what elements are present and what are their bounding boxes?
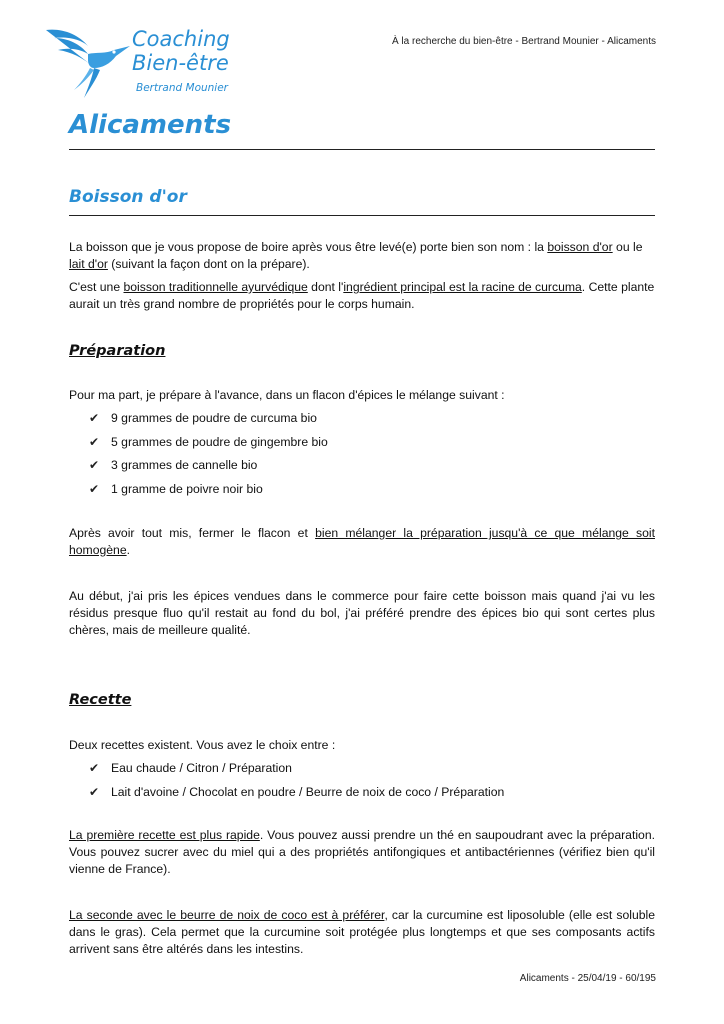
first-recipe-highlight: La première recette est plus rapide	[69, 828, 260, 842]
lait-dor-term: lait d'or	[69, 257, 108, 271]
mix-instruction: bien mélanger la préparation jusqu'à ce que mélange soit homogène	[69, 526, 655, 557]
list-item: ✔ 5 grammes de poudre de gingembre bio	[89, 434, 328, 449]
preparation-heading: Préparation	[69, 343, 166, 359]
logo-line-coaching: Coaching	[132, 27, 230, 51]
boisson-dor-term: boisson d'or	[547, 240, 613, 254]
curcuma-term: ingrédient principal est la racine de curcuma	[343, 280, 582, 294]
list-item: ✔ Eau chaude / Citron / Préparation	[89, 761, 292, 775]
recette-heading: Recette	[69, 692, 132, 708]
hummingbird-icon	[44, 24, 134, 102]
intro-paragraph-1: La boisson que je vous propose de boire après vous être levé(e) porte bien son nom : la boisson d'or ou le lait d'or (suivant la façon dont on la prépare).	[69, 240, 643, 271]
page-title: Alicaments	[69, 110, 232, 140]
check-icon: ✔	[89, 411, 100, 425]
recette-first: La première recette est plus rapide. Vous pouvez aussi prendre un thé en saupoudrant avec la préparation. Vous pouvez sucrer avec du miel qui a des propriétés antifongiques et antibactériennes (vérifiez bien qu'il vienne de France).	[69, 828, 655, 876]
preparation-after: Après avoir tout mis, fermer le flacon et bien mélanger la préparation jusqu'à ce que mélange soit homogène.	[69, 526, 655, 557]
list-item: ✔ 1 gramme de poivre noir bio	[89, 481, 263, 496]
recipes-list	[69, 760, 504, 807]
recette-intro: Deux recettes existent. Vous avez le choix entre :	[69, 738, 336, 752]
section-rule	[69, 215, 655, 216]
list-item: ✔ 9 grammes de poudre de curcuma bio	[89, 411, 317, 425]
preparation-intro: Pour ma part, je prépare à l'avance, dans un flacon d'épices le mélange suivant :	[69, 388, 505, 402]
logo-line-bien-etre: Bien-être	[132, 51, 229, 75]
check-icon: ✔	[89, 784, 100, 799]
list-item: ✔ Lait d'avoine / Chocolat en poudre / Beurre de noix de coco / Préparation	[89, 784, 505, 799]
logo	[44, 24, 244, 102]
check-icon: ✔	[89, 458, 100, 472]
check-icon: ✔	[89, 481, 100, 496]
running-header: À la recherche du bien-être - Bertrand Mounier - Alicaments	[391, 36, 656, 47]
second-recipe-highlight: La seconde avec le beurre de noix de coco est à préférer	[69, 908, 385, 922]
title-rule	[69, 149, 655, 150]
page-footer: Alicaments - 25/04/19 - 60/195	[519, 973, 656, 984]
recette-second: La seconde avec le beurre de noix de coco est à préférer, car la curcumine est liposoluble (elle est soluble dans le gras). Cela permet que la curcumine soit protégée plus longtemps et que ses composants actifs arrivent sans être altérés dans les intestins.	[69, 908, 656, 956]
ingredients-list	[69, 410, 328, 504]
list-item: ✔ 3 grammes de cannelle bio	[89, 458, 258, 472]
check-icon: ✔	[89, 434, 100, 449]
ayurvedic-term: boisson traditionnelle ayurvédique	[123, 280, 308, 294]
check-icon: ✔	[89, 761, 100, 775]
section-title: Boisson d'or	[69, 187, 187, 207]
preparation-note: Au début, j'ai pris les épices vendues dans le commerce pour faire cette boisson mais quand j'ai vu les résidus presque fluo qu'il restait au fond du bol, j'ai préféré prendre des épices bio qui sont certes plus chères, mais de meilleure qualité.	[69, 589, 655, 637]
logo-line-author: Bertrand Mounier	[136, 82, 228, 94]
intro-paragraph-2: C'est une boisson traditionnelle ayurvédique dont l'ingrédient principal est la racine de curcuma. Cette plante aurait un très grand nombre de propriétés pour le corps humain.	[69, 280, 655, 311]
